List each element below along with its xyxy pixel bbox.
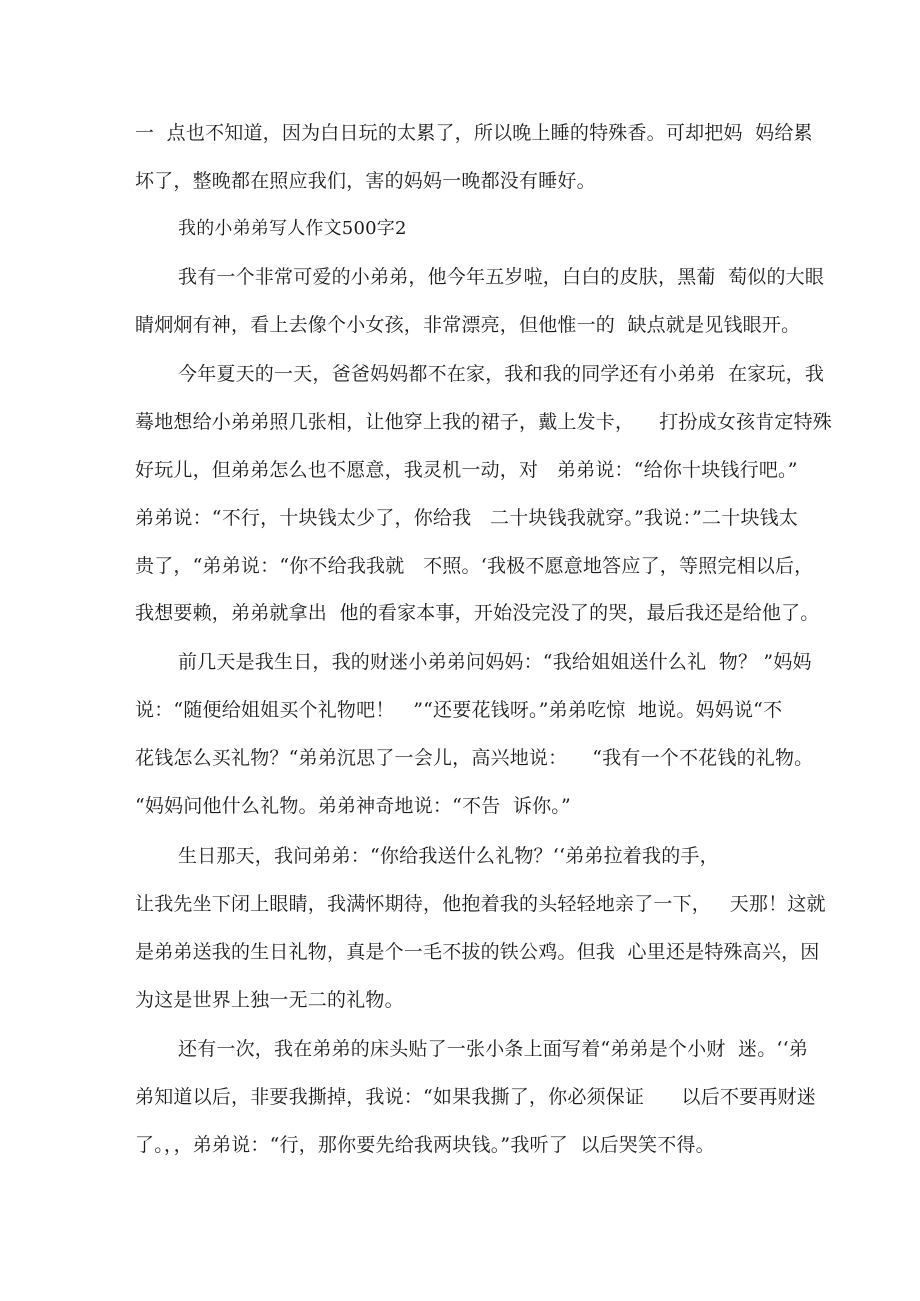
text-line: 我有一个非常可爱的小弟弟，他今年五岁啦，白白的皮肤，黑葡 萄似的大眼 [178,266,825,288]
text-line: 弟弟说：“不行，十块钱太少了，你给我 二十块钱我就穿。”我说：”二十块钱太 [135,507,799,529]
text-line: 好玩儿，但弟弟怎么也不愿意，我灵机一动，对 弟弟说：“给你十块钱行吧。” [135,459,798,481]
text-line: 生日那天，我问弟弟：“你给我送什么礼物？‘‘弟弟拉着我的手， [178,845,719,867]
text-line: 是弟弟送我的生日礼物，真是个一毛不拔的铁公鸡。但我 心里还是特殊高兴，因 [135,941,820,963]
text-line: 说：“随便给姐姐买个礼物吧！ ”“还要花钱呀。”弟弟吃惊 地说。妈妈说“不 [135,699,783,721]
text-line: 还有一次，我在弟弟的床头贴了一张小条上面写着“弟弟是个小财 迷。‘‘弟 [178,1038,809,1060]
text-line: “妈妈问他什么礼物。弟弟神奇地说：“不告 诉你。” [135,795,571,817]
text-line: 前几天是我生日，我的财迷小弟弟问妈妈：“我给姐姐送什么礼 物？ ”妈妈 [178,651,812,673]
text-line: 贵了，“弟弟说：“你不给我我就 不照。‘我极不愿意地答应了，等照完相以后， [135,555,814,577]
text-line: 睛炯炯有神，看上去像个小女孩，非常漂亮，但他惟一的 缺点就是见钱眼开。 [135,314,801,336]
text-line: 今年夏天的一天，爸爸妈妈都不在家，我和我的同学还有小弟弟 在家玩，我 [178,363,825,385]
text-line: 坏了，整晚都在照应我们，害的妈妈一晚都没有睡好。 [135,170,596,192]
text-line: 蓦地想给小弟弟照几张相，让他穿上我的裙子，戴上发卡， 打扮成女孩肯定特殊 [135,411,832,433]
text-line: 让我先坐下闭上眼睛，我满怀期待，他抱着我的头轻轻地亲了一下， 天那！这就 [135,893,826,915]
section-title: 我的小弟弟写人作文500字2 [178,218,407,239]
text-line: 我想要赖，弟弟就拿出 他的看家本事，开始没完没了的哭，最后我还是给他了。 [135,602,820,624]
text-line: 弟知道以后，非要我撕掉，我说：“如果我撕了，你必须保证 以后不要再财迷 [135,1086,816,1108]
text-line: 花钱怎么买礼物？“弟弟沉思了一会儿，高兴地说： “我有一个不花钱的礼物。 [135,747,814,769]
text-line: 了。，，弟弟说：“行，那你要先给我两块钱。”我听了 以后哭笑不得。 [135,1134,715,1156]
text-line: 一 点也不知道，因为白日玩的太累了，所以晚上睡的特殊香。可却把妈 妈给累 [135,122,813,144]
text-line: 为这是世界上独一无二的礼物。 [135,989,404,1011]
